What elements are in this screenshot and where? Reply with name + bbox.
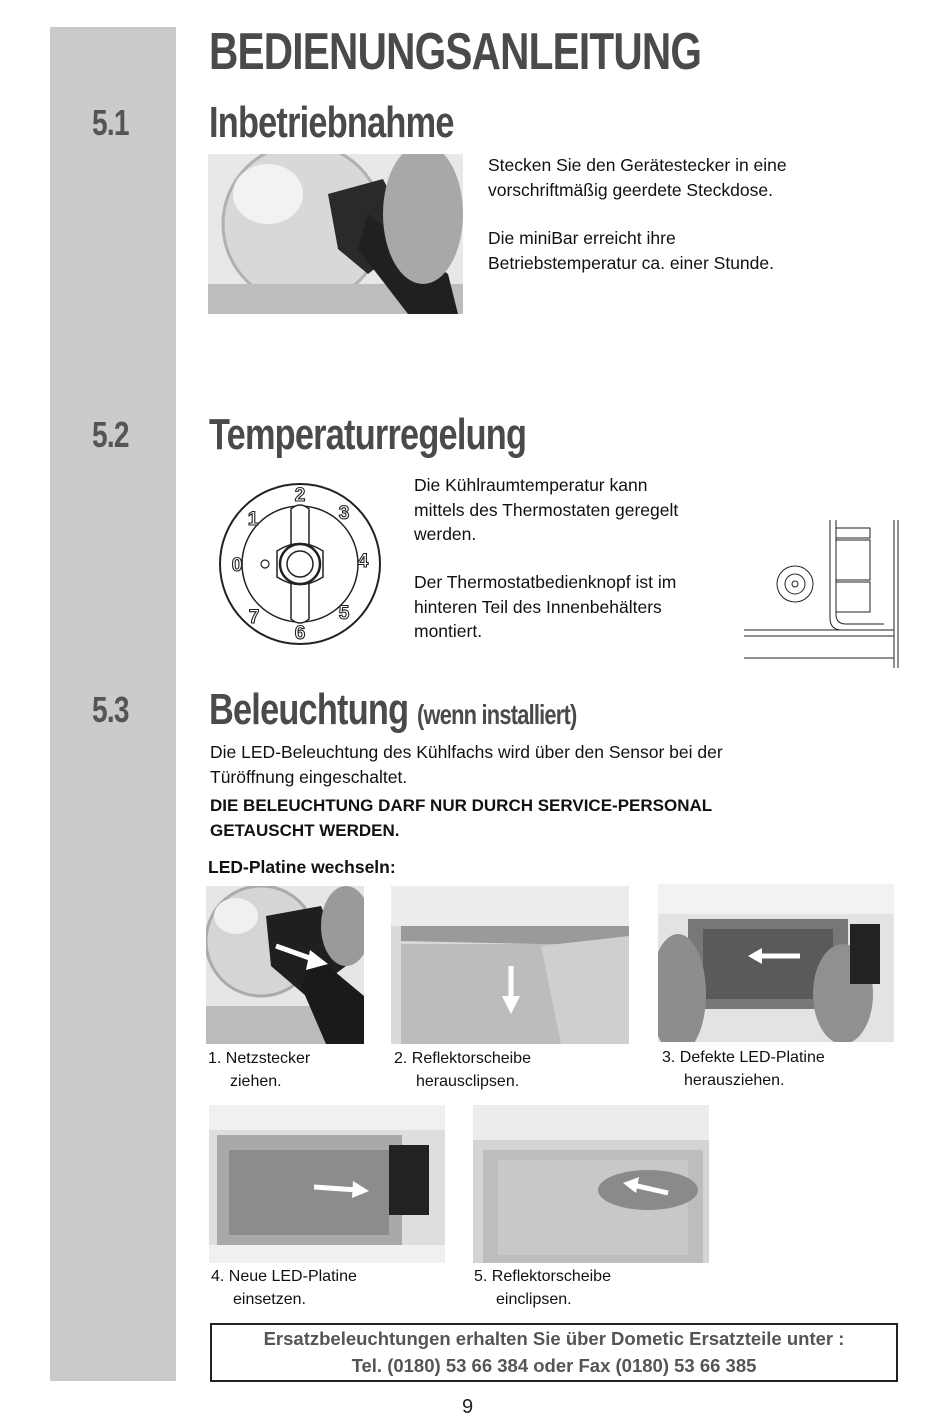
step-5-caption (474, 1266, 611, 1311)
caption-line: 4. Neue LED-Platine (211, 1268, 357, 1285)
dial-number-2: 2 (294, 485, 306, 506)
section-title-inbetriebnahme: Inbetriebnahme (209, 98, 454, 147)
fridge-interior-illustration (744, 518, 900, 670)
text-line: Die miniBar erreicht ihre (488, 228, 676, 248)
dial-number-5: 5 (338, 603, 350, 624)
dial-number-0: 0 (231, 555, 243, 576)
text-line: Der Thermostatbedienknopf ist im (414, 572, 677, 592)
section-title-beleuchtung (209, 685, 577, 735)
dial-number-3: 3 (338, 503, 350, 524)
step-3-photo (658, 884, 894, 1042)
notice-line: Ersatzbeleuchtungen erhalten Sie über Dometic Ersatzteile unter : (263, 1328, 845, 1349)
paragraph-thermostat (414, 473, 678, 547)
plug-socket-photo (208, 154, 463, 314)
section-number-5-3: 5.3 (92, 689, 129, 730)
page-title: BEDIENUNGSANLEITUNG (209, 23, 702, 81)
warning-text (210, 794, 712, 843)
text-line: Stecken Sie den Gerätestecker in eine (488, 155, 787, 175)
text-line: montiert. (414, 621, 483, 641)
section-title-main: Beleuchtung (209, 685, 409, 734)
section-title-temperaturregelung: Temperaturregelung (209, 410, 527, 459)
paragraph-thermostat-location (414, 570, 676, 644)
caption-line: herausclipsen. (416, 1072, 520, 1090)
caption-line: 5. Reflektorscheibe (474, 1268, 611, 1285)
text-line: Die LED-Beleuchtung des Kühlfachs wird über den Sensor bei der (210, 742, 723, 762)
text-line: vorschriftmäßig geerdete Steckdose. (488, 179, 773, 200)
step-4-caption (211, 1266, 357, 1311)
step-4-photo (209, 1105, 445, 1263)
dial-number-6: 6 (294, 623, 306, 644)
section-title-suffix: (wenn installiert) (417, 699, 577, 730)
text-line: mittels des Thermostaten geregelt (414, 499, 679, 520)
steps-heading: LED-Platine wechseln: (208, 857, 396, 877)
thermostat-dial-illustration (217, 481, 383, 647)
paragraph-led-intro (210, 740, 723, 789)
section-number-5-2: 5.2 (92, 414, 129, 455)
caption-line: einclipsen. (496, 1290, 572, 1308)
caption-line: ziehen. (230, 1072, 282, 1090)
caption-line: 3. Defekte LED-Platine (662, 1049, 825, 1066)
text-line: DIE BELEUCHTUNG DARF NUR DURCH SERVICE-PERSONAL (210, 796, 713, 815)
caption-line: herausziehen. (684, 1071, 785, 1089)
paragraph-operating-temp (488, 226, 774, 275)
caption-line: 2. Reflektorscheibe (394, 1050, 531, 1067)
dial-number-1: 1 (247, 509, 259, 530)
step-1-caption (208, 1048, 310, 1093)
page-number: 9 (462, 1396, 474, 1418)
step-3-caption (662, 1047, 825, 1092)
text-line: hinteren Teil des Innenbehälters (414, 596, 662, 617)
dial-number-7: 7 (248, 607, 260, 628)
dial-number-4: 4 (357, 551, 369, 572)
paragraph-plug-in (488, 153, 787, 202)
caption-line: 1. Netzstecker (208, 1050, 311, 1067)
caption-line: einsetzen. (233, 1290, 306, 1308)
notice-line: Tel. (0180) 53 66 384 oder Fax (0180) 53 66 385 (351, 1355, 757, 1376)
text-line: werden. (414, 524, 477, 544)
text-line: Die Kühlraumtemperatur kann (414, 475, 648, 495)
step-2-photo (391, 886, 629, 1044)
section-number-5-1: 5.1 (92, 102, 129, 143)
step-2-caption (394, 1048, 531, 1093)
text-line: GETAUSCHT WERDEN. (210, 820, 400, 840)
text-line: Betriebstemperatur ca. einer Stunde. (488, 252, 774, 273)
step-1-photo (206, 886, 364, 1044)
spare-parts-notice (210, 1323, 898, 1382)
step-5-photo (473, 1105, 709, 1263)
text-line: Türöffnung eingeschaltet. (210, 766, 408, 787)
